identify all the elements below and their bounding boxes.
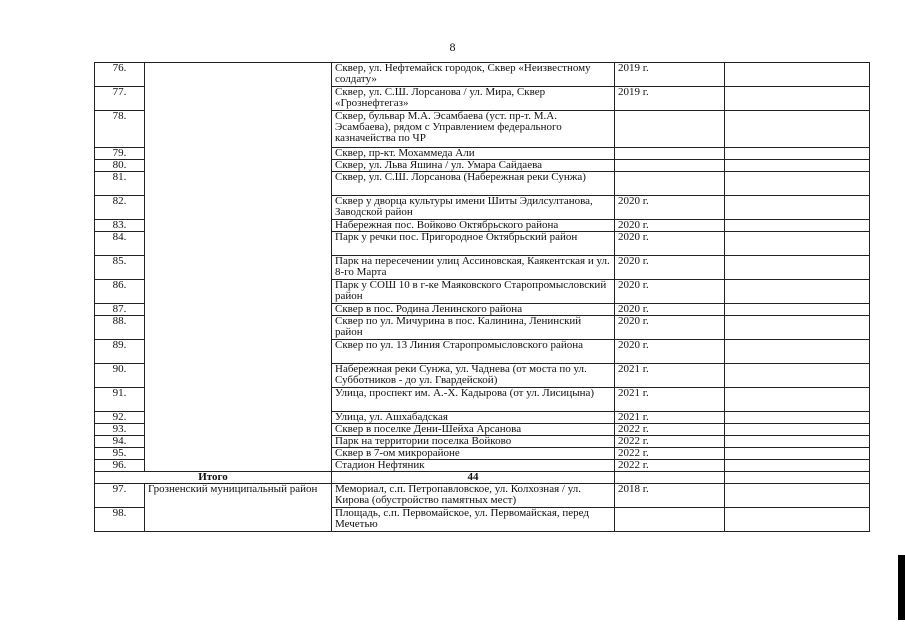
objects-table <box>94 62 870 532</box>
row-number: 81. <box>95 172 145 196</box>
empty-cell <box>725 412 870 424</box>
year-cell: 2020 г. <box>615 280 725 304</box>
object-name: Площадь, с.п. Первомайское, ул. Первомайская, перед Мечетью <box>332 508 615 532</box>
empty-cell <box>725 508 870 532</box>
empty-cell <box>725 160 870 172</box>
row-number: 93. <box>95 424 145 436</box>
year-cell: 2020 г. <box>615 316 725 340</box>
year-cell: 2020 г. <box>615 220 725 232</box>
row-number: 95. <box>95 448 145 460</box>
year-cell: 2021 г. <box>615 388 725 412</box>
object-name: Парк на пересечении улиц Ассиновская, Каякентская и ул. 8-го Марта <box>332 256 615 280</box>
year-cell: 2020 г. <box>615 304 725 316</box>
year-cell <box>615 160 725 172</box>
total-label: Итого <box>95 472 332 484</box>
total-row <box>95 472 870 484</box>
row-number: 91. <box>95 388 145 412</box>
row-number: 76. <box>95 63 145 87</box>
empty-cell <box>725 304 870 316</box>
page-number: 8 <box>449 40 456 54</box>
year-cell: 2020 г. <box>615 340 725 364</box>
row-number: 97. <box>95 484 145 508</box>
empty-cell <box>725 484 870 508</box>
empty-cell <box>725 316 870 340</box>
row-number: 90. <box>95 364 145 388</box>
object-name: Сквер, ул. С.Ш. Лорсанова / ул. Мира, Сквер «Грознефтегаз» <box>332 87 615 111</box>
year-cell <box>615 111 725 148</box>
object-name: Сквер у дворца культуры имени Шиты Эдилсултанова, Заводской район <box>332 196 615 220</box>
row-number: 94. <box>95 436 145 448</box>
row-number: 88. <box>95 316 145 340</box>
row-number: 83. <box>95 220 145 232</box>
row-number: 86. <box>95 280 145 304</box>
object-name: Улица, проспект им. А.-Х. Кадырова (от ул. Лисицына) <box>332 388 615 412</box>
empty-cell <box>615 472 725 484</box>
table-row <box>95 484 870 508</box>
year-cell: 2022 г. <box>615 448 725 460</box>
empty-cell <box>725 63 870 87</box>
empty-cell <box>725 472 870 484</box>
year-cell: 2020 г. <box>615 232 725 256</box>
object-name: Сквер, пр-кт. Мохаммеда Али <box>332 148 615 160</box>
row-number: 84. <box>95 232 145 256</box>
year-cell: 2021 г. <box>615 412 725 424</box>
year-cell: 2018 г. <box>615 484 725 508</box>
object-name: Сквер, ул. Нефтемайск городок, Сквер «Неизвестному солдату» <box>332 63 615 87</box>
year-cell: 2019 г. <box>615 87 725 111</box>
year-cell: 2022 г. <box>615 460 725 472</box>
empty-cell <box>725 364 870 388</box>
year-cell <box>615 148 725 160</box>
row-number: 82. <box>95 196 145 220</box>
district-name: Грозненский муниципальный район <box>145 484 332 532</box>
object-name: Сквер, ул. Льва Яшина / ул. Умара Сайдаева <box>332 160 615 172</box>
object-name: Сквер, бульвар М.А. Эсамбаева (уст. пр-т. М.А. Эсамбаева), рядом с Управлением федерального казначейства по ЧР <box>332 111 615 148</box>
object-name: Сквер в пос. Родина Ленинского района <box>332 304 615 316</box>
empty-cell <box>725 172 870 196</box>
object-name: Набережная пос. Войково Октябрьского района <box>332 220 615 232</box>
empty-cell <box>725 232 870 256</box>
row-number: 96. <box>95 460 145 472</box>
row-number: 89. <box>95 340 145 364</box>
year-cell: 2022 г. <box>615 436 725 448</box>
object-name: Парк на территории поселка Войково <box>332 436 615 448</box>
table-row <box>95 63 870 87</box>
empty-cell <box>725 111 870 148</box>
empty-cell <box>725 424 870 436</box>
year-cell: 2020 г. <box>615 256 725 280</box>
object-name: Сквер, ул. С.Ш. Лорсанова (Набережная реки Сунжа) <box>332 172 615 196</box>
empty-cell <box>725 340 870 364</box>
empty-cell <box>725 280 870 304</box>
empty-cell <box>725 436 870 448</box>
row-number: 87. <box>95 304 145 316</box>
empty-cell <box>725 196 870 220</box>
object-name: Набережная реки Сунжа, ул. Чаднева (от моста по ул. Субботников - до ул. Гвардейской) <box>332 364 615 388</box>
row-number: 79. <box>95 148 145 160</box>
row-number: 80. <box>95 160 145 172</box>
object-name: Сквер по ул. Мичурина в пос. Калинина, Ленинский район <box>332 316 615 340</box>
year-cell: 2021 г. <box>615 364 725 388</box>
year-cell: 2022 г. <box>615 424 725 436</box>
year-cell <box>615 508 725 532</box>
row-number: 92. <box>95 412 145 424</box>
year-cell: 2020 г. <box>615 196 725 220</box>
object-name: Сквер в 7-ом микрорайоне <box>332 448 615 460</box>
empty-cell <box>725 148 870 160</box>
empty-cell <box>725 220 870 232</box>
row-number: 77. <box>95 87 145 111</box>
year-cell: 2019 г. <box>615 63 725 87</box>
object-name: Улица, ул. Ашхабадская <box>332 412 615 424</box>
total-value: 44 <box>332 472 615 484</box>
object-name: Сквер в поселке Дени-Шейха Арсанова <box>332 424 615 436</box>
object-name: Мемориал, с.п. Петропавловское, ул. Колхозная / ул. Кирова (обустройство памятных мест) <box>332 484 615 508</box>
object-name: Сквер по ул. 13 Линия Старопромысловского района <box>332 340 615 364</box>
object-name: Парк у СОШ 10 в г-ке Маяковского Старопромысловский район <box>332 280 615 304</box>
year-cell <box>615 172 725 196</box>
row-number: 85. <box>95 256 145 280</box>
empty-cell <box>725 460 870 472</box>
object-name: Стадион Нефтяник <box>332 460 615 472</box>
empty-cell <box>725 256 870 280</box>
empty-cell <box>725 87 870 111</box>
empty-cell <box>725 388 870 412</box>
object-name: Парк у речки пос. Пригородное Октябрьский район <box>332 232 615 256</box>
row-number: 98. <box>95 508 145 532</box>
row-number: 78. <box>95 111 145 148</box>
empty-cell <box>725 448 870 460</box>
scan-edge-mark <box>898 555 905 620</box>
district-cell <box>145 63 332 472</box>
